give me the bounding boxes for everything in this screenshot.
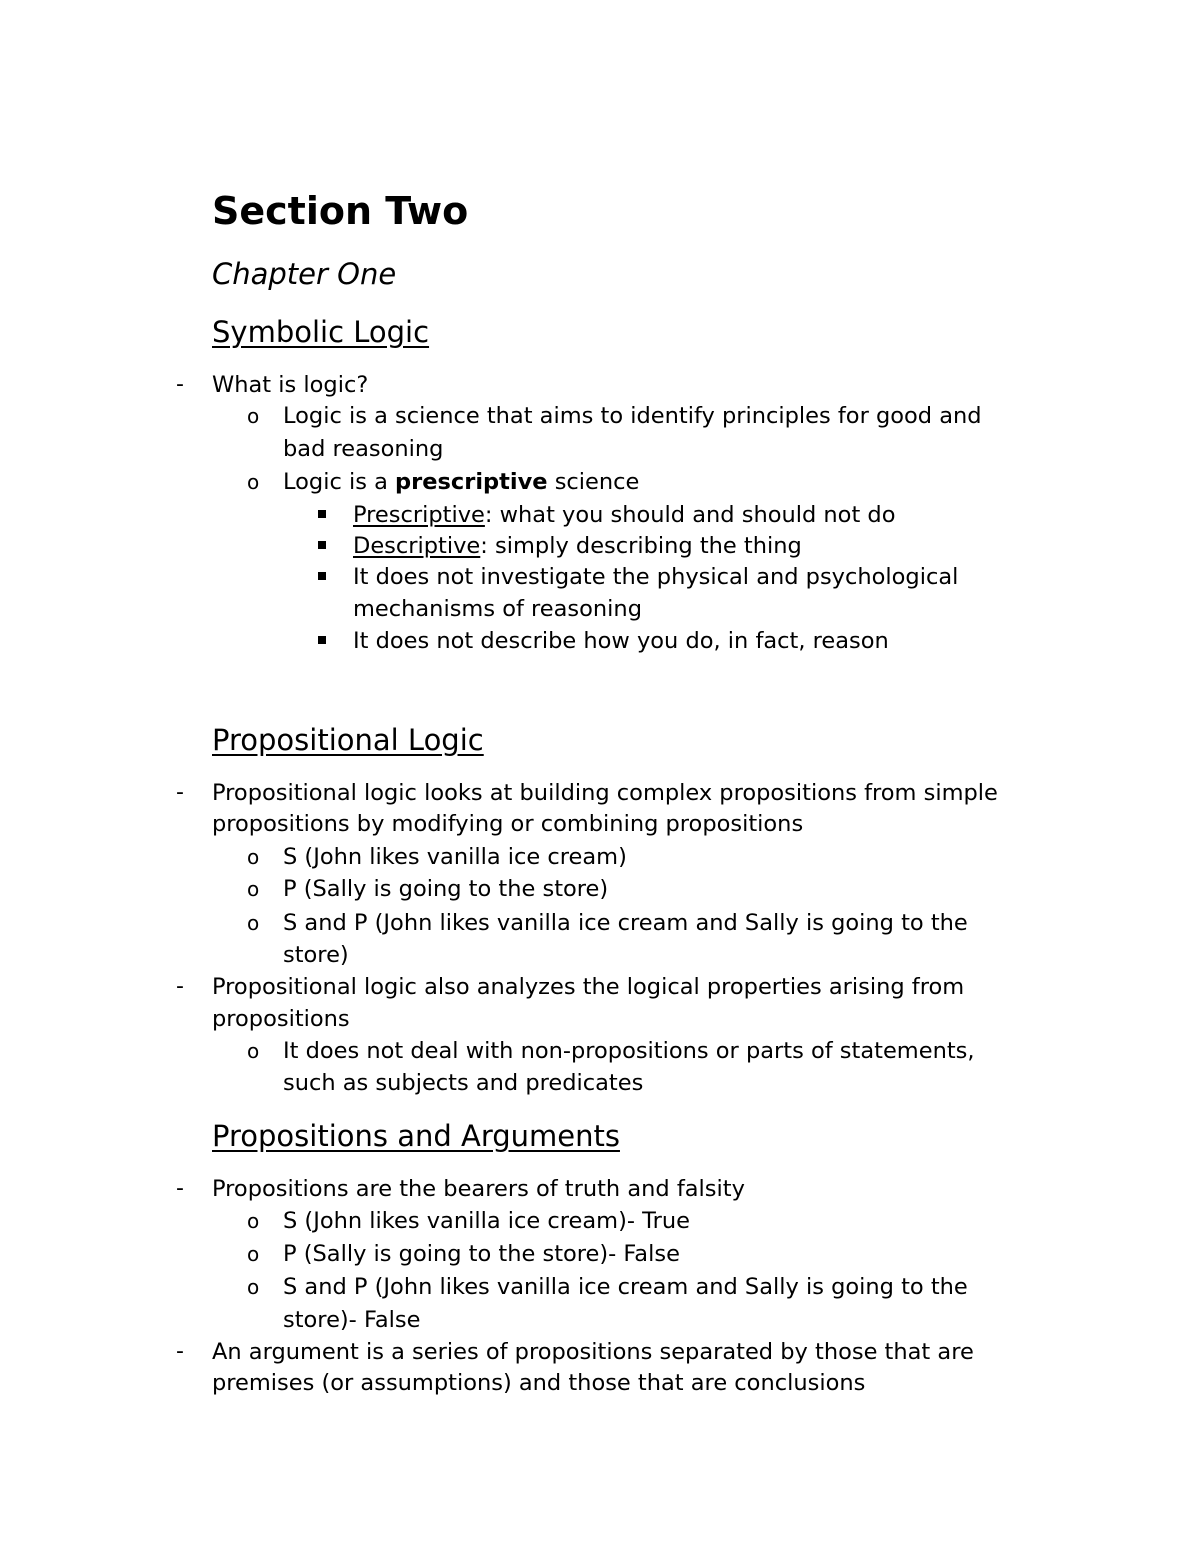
square-bullet (318, 561, 326, 593)
list-item: It does not describe how you do, in fact, reason (353, 628, 889, 654)
list-item: Logic is a science that aims to identify principles for good and (283, 403, 982, 429)
heading-propositions-and-arguments: Propositions and Arguments (212, 1119, 620, 1153)
term-descriptive: Descriptive (353, 533, 481, 559)
circle-bullet: o (247, 1242, 260, 1266)
list-item: Propositions are the bearers of truth and falsity (212, 1176, 745, 1202)
list-item-continuation: mechanisms of reasoning (353, 596, 642, 622)
list-item: It does not investigate the physical and psychological (353, 564, 959, 590)
dash-bullet: - (176, 372, 184, 397)
list-item: Propositional logic looks at building complex propositions from simple (212, 780, 998, 806)
bold-term-prescriptive: prescriptive (395, 469, 548, 495)
list-item-continuation: bad reasoning (283, 436, 444, 462)
dash-bullet: - (176, 780, 184, 805)
list-item: S (John likes vanilla ice cream)- True (283, 1208, 690, 1234)
circle-bullet: o (247, 1275, 260, 1299)
square-bullet (318, 499, 326, 531)
list-item (353, 530, 802, 562)
circle-bullet: o (247, 845, 260, 869)
square-bullet (318, 530, 326, 562)
list-item-continuation: propositions by modifying or combining propositions (212, 811, 804, 837)
page-title: Section Two (212, 189, 469, 233)
list-item (283, 466, 639, 498)
list-item: S and P (John likes vanilla ice cream and Sally is going to the (283, 1274, 968, 1300)
list-item-continuation: premises (or assumptions) and those that are conclusions (212, 1370, 866, 1396)
list-item: S and P (John likes vanilla ice cream and Sally is going to the (283, 910, 968, 936)
list-item (353, 499, 895, 531)
circle-bullet: o (247, 404, 260, 428)
circle-bullet: o (247, 1039, 260, 1063)
text-run: Logic is a (283, 469, 396, 495)
square-bullet (318, 625, 326, 657)
dash-bullet: - (176, 1176, 184, 1201)
heading-symbolic-logic: Symbolic Logic (212, 315, 430, 349)
heading-propositional-logic: Propositional Logic (212, 723, 484, 757)
text-run: : what you should and should not do (484, 502, 896, 528)
list-item-continuation: propositions (212, 1006, 350, 1032)
list-item: S (John likes vanilla ice cream) (283, 844, 627, 870)
list-item: P (Sally is going to the store)- False (283, 1241, 680, 1267)
text-run: : simply describing the thing (480, 533, 802, 559)
circle-bullet: o (247, 877, 260, 901)
list-item: P (Sally is going to the store) (283, 876, 609, 902)
dash-bullet: - (176, 974, 184, 999)
list-item: An argument is a series of propositions separated by those that are (212, 1339, 974, 1365)
list-item-continuation: store) (283, 942, 349, 968)
list-item-continuation: such as subjects and predicates (283, 1070, 644, 1096)
chapter-title: Chapter One (212, 257, 397, 291)
term-prescriptive: Prescriptive (353, 502, 485, 528)
text-run: science (547, 469, 640, 495)
list-item: Propositional logic also analyzes the logical properties arising from (212, 974, 965, 1000)
circle-bullet: o (247, 470, 260, 494)
circle-bullet: o (247, 911, 260, 935)
list-item-continuation: store)- False (283, 1307, 421, 1333)
list-item: What is logic? (212, 372, 369, 398)
list-item: It does not deal with non-propositions or parts of statements, (283, 1038, 975, 1064)
circle-bullet: o (247, 1209, 260, 1233)
dash-bullet: - (176, 1339, 184, 1364)
